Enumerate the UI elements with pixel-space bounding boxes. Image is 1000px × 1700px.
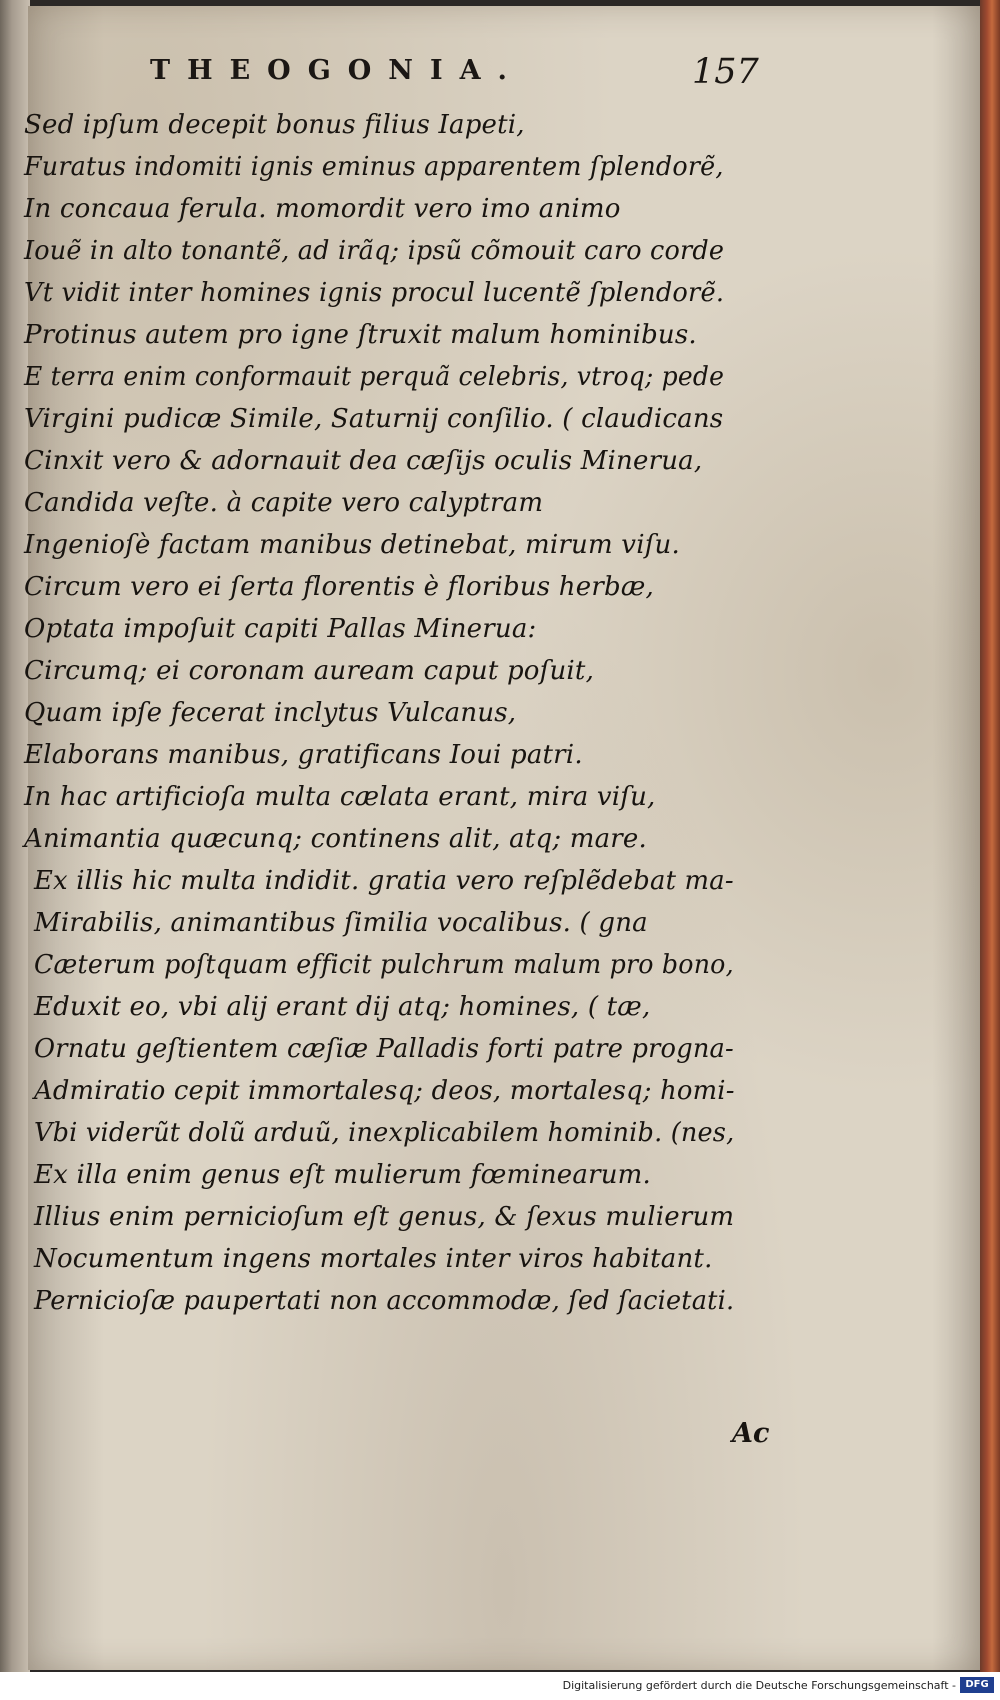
verse-line: Pernicioſæ paupertati non accommodæ, ſed ſacietati. [34,1286,735,1316]
verse-line: Admiratio cepit immortalesq; deos, mortalesq; homi- [34,1076,735,1106]
dfg-logo: DFG [960,1677,994,1693]
verse-line: Vbi viderũt dolũ arduũ, inexplicabilem hominib. (nes, [34,1118,735,1148]
verse-line: Eduxit eo, vbi alij erant dij atq; homines, ( tæ, [34,992,651,1022]
verse-line: Cæterum poſtquam efficit pulchrum malum pro bono, [34,950,734,980]
page-number: 157 [692,52,759,92]
verse-line: E terra enim conformauit perquã celebris, vtroq; pede [24,362,725,392]
verse-line: In hac artificioſa multa cælata erant, mira viſu, [24,782,656,812]
verse-line: Animantia quæcunq; continens alit, atq; mare. [24,824,647,854]
verse-line: Mirabilis, animantibus ſimilia vocalibus. ( gna [34,908,648,938]
digitization-credit: Digitalisierung gefördert durch die Deutsche Forschungsgemeinschaft - [562,1679,956,1692]
verse-line: Iouẽ in alto tonantẽ, ad irãq; ipsũ cõmouit caro corde [24,236,725,266]
verse-line: Nocumentum ingens mortales inter viros habitant. [34,1244,713,1274]
verse-line: Illius enim pernicioſum eſt genus, & ſexus mulierum [34,1202,735,1232]
verse-line: Quam ipſe fecerat inclytus Vulcanus, [24,698,517,728]
verse-line: Ingenioſè factam manibus detinebat, mirum viſu. [24,530,680,560]
verse-line: Candida veſte. à capite vero calyptram [24,488,544,518]
verse-line: Sed ipſum decepit bonus filius Iapeti, [24,110,525,140]
verse-line: Cinxit vero & adornauit dea cæſijs oculis Minerua, [24,446,703,476]
verse-line: Circumq; ei coronam auream caput poſuit, [24,656,595,686]
catchword: Ac [732,1418,770,1449]
verse-line: Ex illis hic multa indidit. gratia vero reſplẽdebat ma- [34,866,734,896]
verse-line: Protinus autem pro igne ſtruxit malum hominibus. [24,320,697,350]
verse-line: Optata impoſuit capiti Pallas Minerua: [24,614,537,644]
running-header: THEOGONIA. [150,55,524,86]
verse-line: Virgini pudicæ Simile, Saturnij conſilio. ( claudicans [24,404,724,434]
verse-line: Ornatu geſtientem cæſiæ Palladis forti patre progna- [34,1034,734,1064]
book-edge [980,0,1000,1672]
verse-line: Vt vidit inter homines ignis procul lucentẽ ſplendorẽ. [24,278,725,308]
verse-line: Ex illa enim genus eſt mulierum fœminearum. [34,1160,651,1190]
verse-line: Elaborans manibus, gratificans Ioui patri. [24,740,583,770]
verse-line: Circum vero ei ſerta florentis è floribus herbæ, [24,572,654,602]
verse-line: Furatus indomiti ignis eminus apparentem ſplendorẽ, [24,152,724,182]
verse-line: In concaua ferula. momordit vero imo animo [24,194,621,224]
